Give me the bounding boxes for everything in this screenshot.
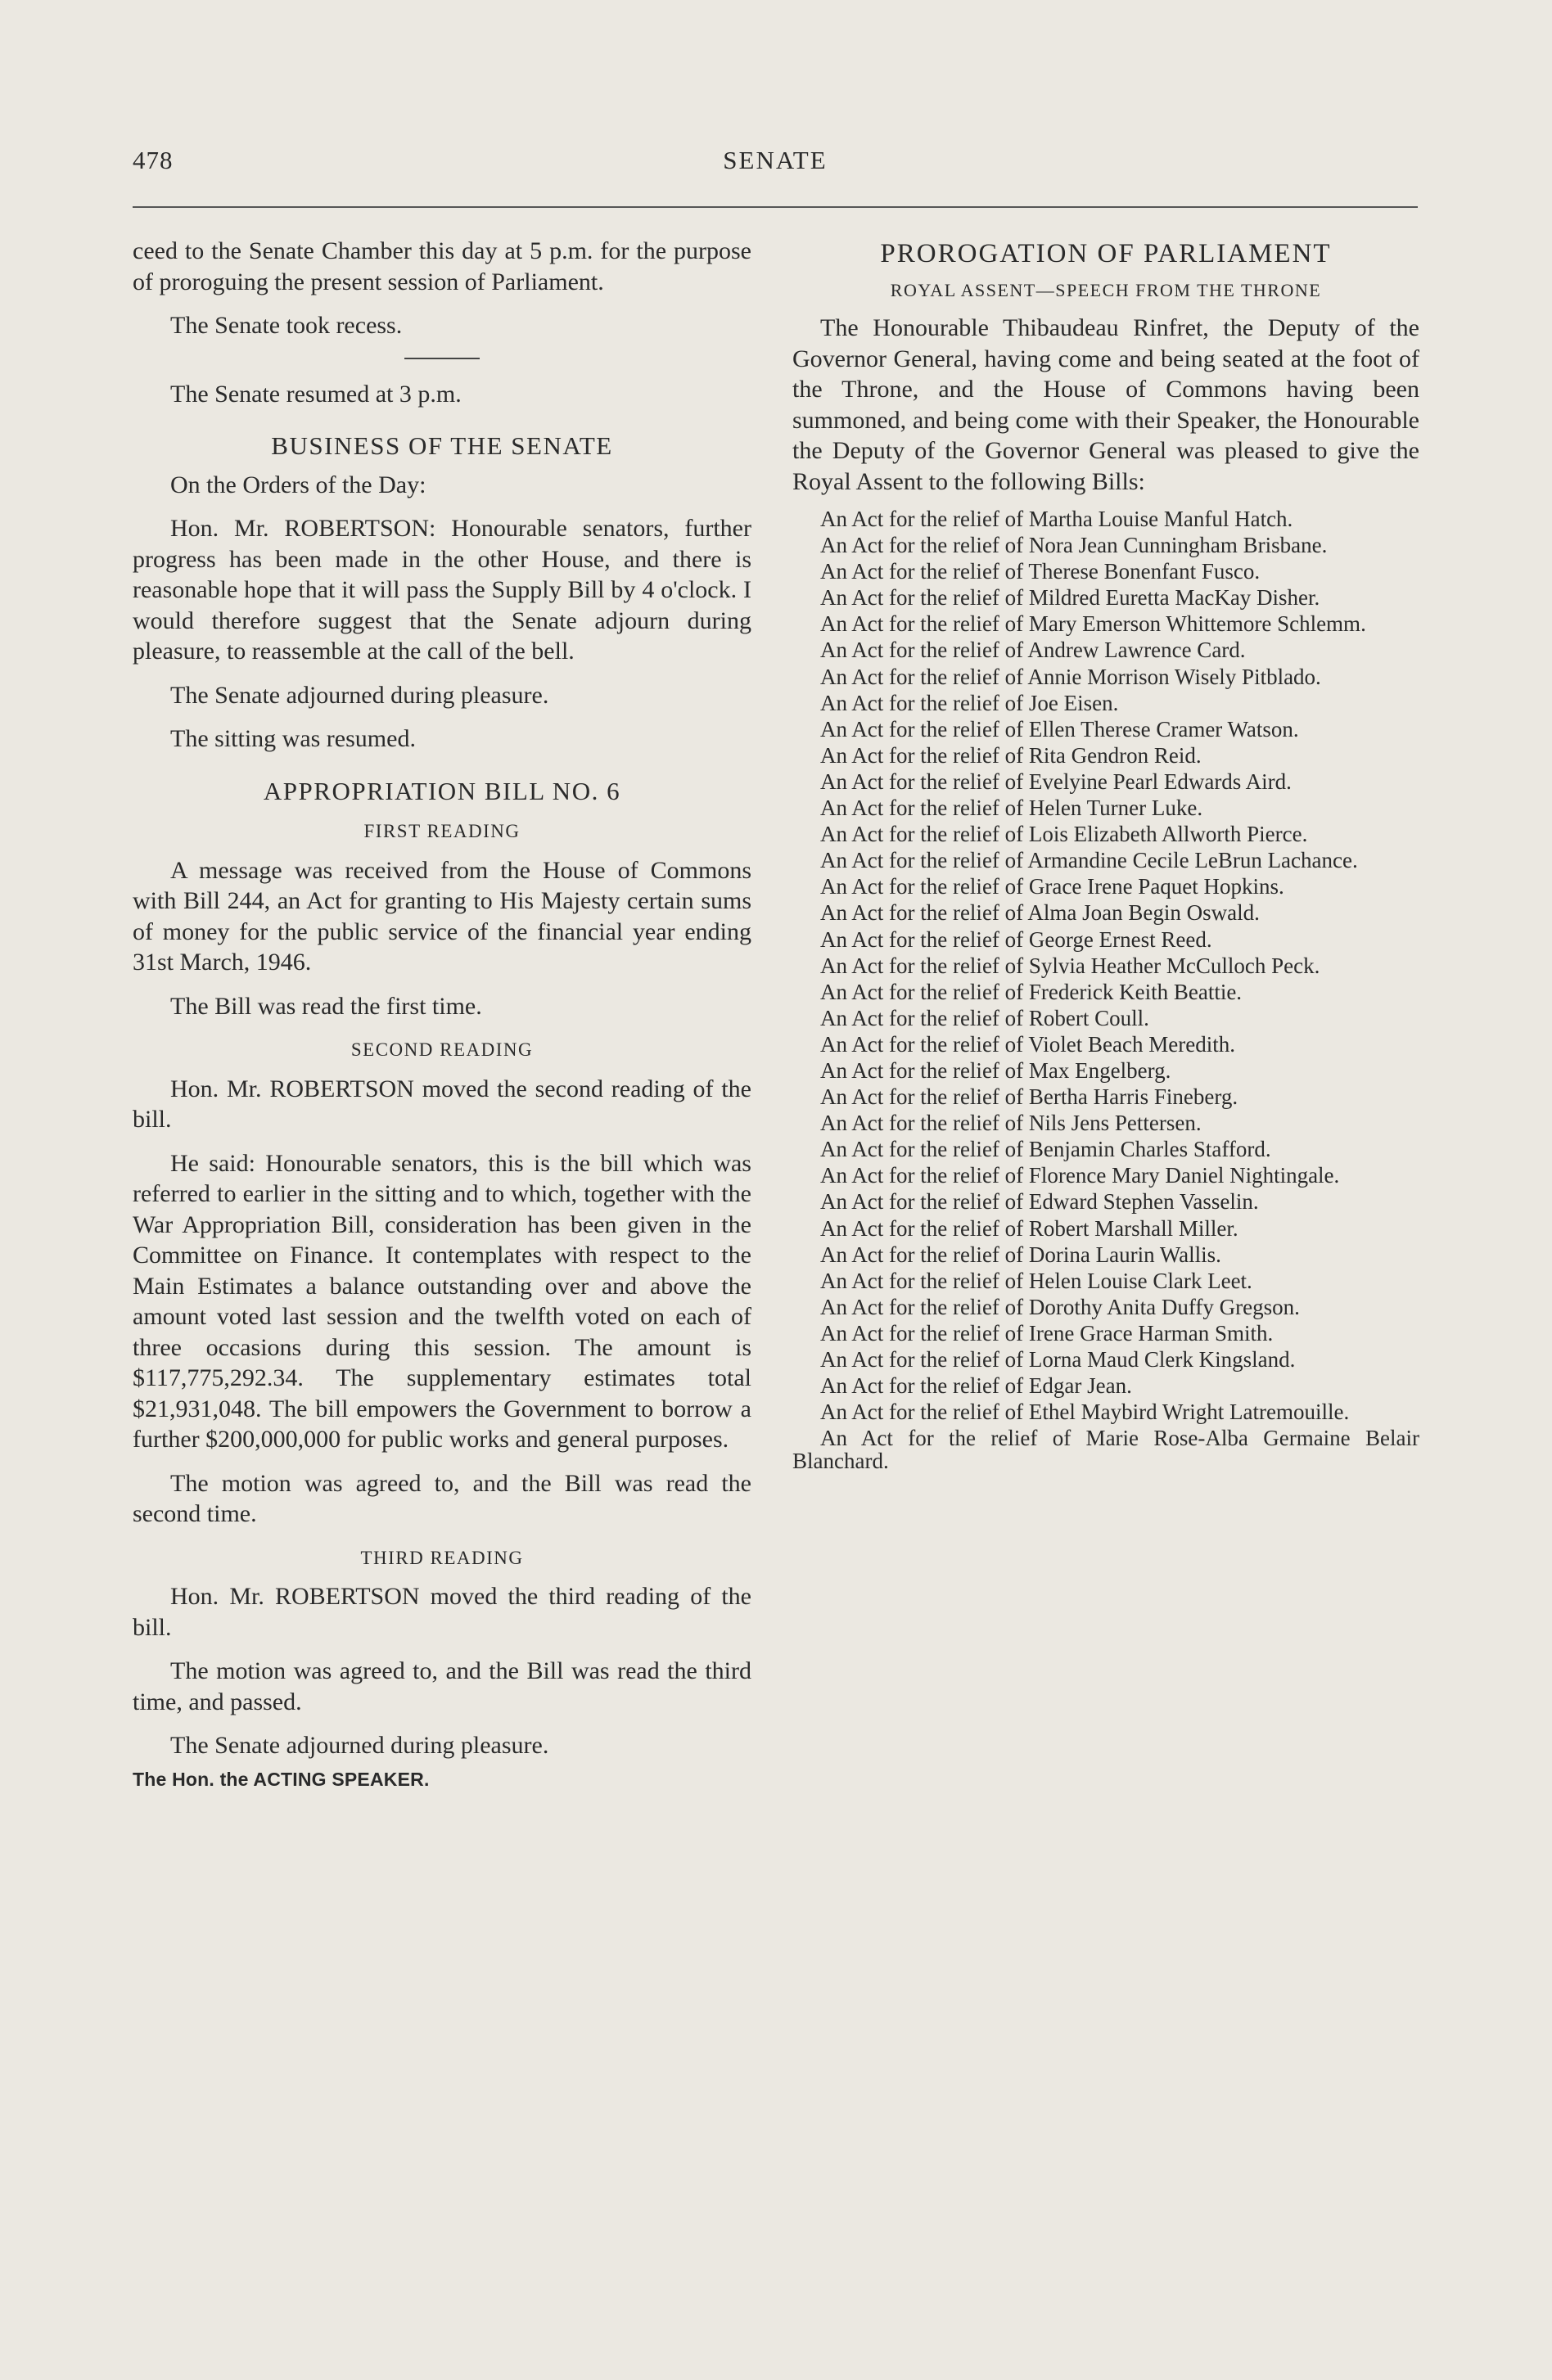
act-item: An Act for the relief of Irene Grace Harman Smith. [820, 1320, 1274, 1346]
page-header [133, 146, 1418, 187]
act-item: An Act for the relief of Max Engelberg. [820, 1057, 1171, 1083]
paragraph: On the Orders of the Day: [170, 471, 426, 498]
subheading-first-reading: FIRST READING [363, 821, 521, 841]
acts-list [792, 508, 1419, 1472]
signoff: The Hon. the ACTING SPEAKER. [133, 1768, 430, 1790]
paragraph: The Senate adjourned during pleasure. [170, 681, 549, 709]
act-item: An Act for the relief of Armandine Cecile LeBrun Lachance. [820, 848, 1358, 873]
act-item: An Act for the relief of Edgar Jean. [820, 1373, 1132, 1399]
act-item: An Act for the relief of Rita Gendron Reid. [820, 742, 1202, 768]
paragraph: The Bill was read the first time. [170, 992, 482, 1020]
act-item: An Act for the relief of George Ernest Reed. [820, 926, 1212, 952]
act-item: An Act for the relief of Sylvia Heather McCulloch Peck. [820, 953, 1320, 978]
act-item: An Act for the relief of Helen Turner Luke. [820, 796, 1203, 821]
act-item: An Act for the relief of Ellen Therese Cramer Watson. [820, 716, 1299, 741]
act-item: An Act for the relief of Bertha Harris Fineberg. [820, 1084, 1238, 1110]
running-title: SENATE [723, 146, 828, 174]
act-item: An Act for the relief of Edward Stephen Vasselin. [820, 1189, 1259, 1215]
section-heading-prorogation: PROROGATION OF PARLIAMENT [880, 239, 1332, 268]
act-item: An Act for the relief of Nora Jean Cunningham Brisbane. [820, 533, 1328, 558]
act-item: An Act for the relief of Therese Bonenfant Fusco. [820, 559, 1261, 584]
act-item: An Act for the relief of Lois Elizabeth Allworth Pierce. [820, 822, 1308, 847]
act-item: An Act for the relief of Mary Emerson Whittemore Schlemm. [820, 611, 1366, 637]
paragraph: The Honourable Thibaudeau Rinfret, the Deputy of the Governor General, having come and being seated at the foot of the Throne, and the House of Commons having been summoned, and being come with their Speaker, the Honourable the Deputy of the Governor General was pleased to give the Royal Assent to the following Bills: [792, 314, 1419, 495]
paragraph: The Senate resumed at 3 p.m. [170, 380, 462, 408]
left-column [133, 236, 751, 1795]
act-item: An Act for the relief of Alma Joan Begin Oswald. [820, 900, 1260, 926]
section-divider [404, 358, 480, 359]
act-item: An Act for the relief of Marie Rose-Alba Germaine Belair Blanchard. [792, 1426, 1419, 1473]
act-item: An Act for the relief of Mildred Euretta MacKay Disher. [820, 585, 1320, 611]
subheading-royal-assent: ROYAL ASSENT—SPEECH FROM THE THRONE [890, 280, 1322, 300]
act-item: An Act for the relief of Violet Beach Meredith. [820, 1031, 1235, 1057]
paragraph: Hon. Mr. ROBERTSON moved the third reading of the bill. [133, 1583, 751, 1641]
paragraph: ceed to the Senate Chamber this day at 5 p.m. for the purpose of proroguing the present session of Parliament. [133, 237, 751, 295]
subheading-second-reading: SECOND READING [350, 1039, 534, 1060]
page-number: 478 [133, 146, 174, 174]
act-item: An Act for the relief of Evelyine Pearl Edwards Aird. [820, 769, 1292, 794]
act-item: An Act for the relief of Grace Irene Paquet Hopkins. [820, 874, 1284, 899]
act-item: An Act for the relief of Frederick Keith Beattie. [820, 979, 1243, 1004]
act-item: An Act for the relief of Joe Eisen. [820, 690, 1119, 715]
act-item: An Act for the relief of Helen Louise Clark Leet. [820, 1268, 1252, 1293]
act-item: An Act for the relief of Benjamin Charles Stafford. [820, 1137, 1271, 1162]
right-column [792, 236, 1419, 1476]
section-heading-business: BUSINESS OF THE SENATE [271, 431, 613, 460]
act-item: An Act for the relief of Florence Mary Daniel Nightingale. [820, 1163, 1340, 1188]
paragraph: Hon. Mr. ROBERTSON: Honourable senators, further progress has been made in the other House, and there is reasonable hope that it will pass the Supply Bill by 4 o'clock. I would therefore suggest that the Senate adjourn during pleasure, to reassemble at the call of the bell. [133, 515, 751, 665]
section-heading-appropriation: APPROPRIATION BILL NO. 6 [263, 776, 621, 805]
paragraph: A message was received from the House of Commons with Bill 244, an Act for granting to His Majesty certain sums of money for the public service of the financial year ending 31st March, 1946. [133, 856, 751, 976]
paragraph: The motion was agreed to, and the Bill was read the third time, and passed. [133, 1657, 751, 1715]
act-item: An Act for the relief of Andrew Lawrence Card. [820, 638, 1246, 663]
subheading-third-reading: THIRD READING [360, 1547, 524, 1568]
act-item: An Act for the relief of Dorina Laurin Wallis. [820, 1242, 1221, 1267]
paragraph: The sitting was resumed. [170, 725, 416, 752]
paragraph: He said: Honourable senators, this is the bill which was referred to earlier in the sitting and to which, together with the War Appropriation Bill, consideration has been given in the Committee on Finance. It contemplates with respect to the Main Estimates a balance outstanding over and above the amount voted last session and the twelfth voted on each of three occasions during this session. The amount is $117,775,292.34. The supplementary estimates total $21,931,048. The bill empowers the Government to borrow a further $200,000,000 for public works and general purposes. [133, 1149, 751, 1453]
act-item: An Act for the relief of Dorothy Anita Duffy Gregson. [820, 1294, 1300, 1319]
act-item: An Act for the relief of Annie Morrison Wisely Pitblado. [820, 664, 1321, 689]
paragraph: The Senate took recess. [170, 312, 403, 339]
act-item: An Act for the relief of Ethel Maybird Wright Latremouille. [820, 1400, 1350, 1425]
header-rule [133, 206, 1418, 208]
act-item: An Act for the relief of Lorna Maud Clerk Kingsland. [820, 1347, 1296, 1372]
act-item: An Act for the relief of Robert Coull. [820, 1005, 1149, 1030]
act-item: An Act for the relief of Martha Louise Manful Hatch. [820, 507, 1293, 531]
act-item: An Act for the relief of Nils Jens Pettersen. [820, 1111, 1202, 1136]
act-item: An Act for the relief of Robert Marshall Miller. [820, 1215, 1238, 1241]
paragraph: The Senate adjourned during pleasure. [170, 1732, 549, 1759]
paragraph: Hon. Mr. ROBERTSON moved the second reading of the bill. [133, 1075, 751, 1133]
paragraph: The motion was agreed to, and the Bill was read the second time. [133, 1469, 751, 1527]
